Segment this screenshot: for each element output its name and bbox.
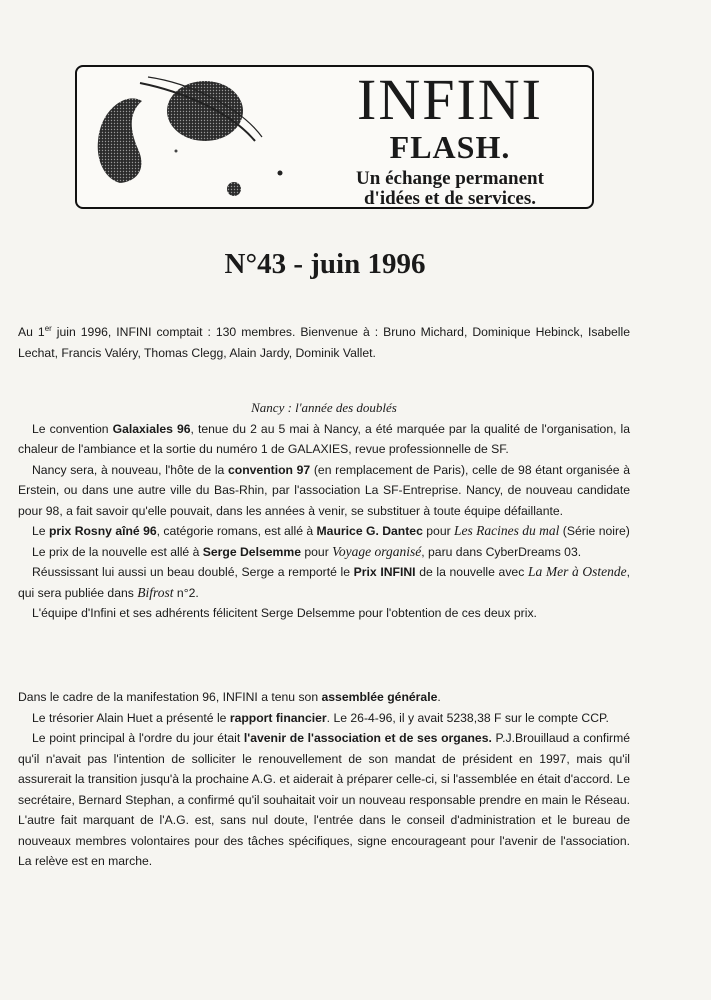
text: , tenue du 2 au 5 mai à Nancy, a été marquée par la qualité de l'organisation, la chaleur de l'ambiance et la sortie du numéro 1 de GALAXIES, revue professionnelle de SF. (18, 421, 631, 456)
text: , qui sera publiée dans (18, 565, 630, 600)
text: Le prix de la nouvelle est allé à (32, 544, 203, 559)
bold-text: rapport financier (229, 710, 327, 725)
text: Nancy sera, à nouveau, l'hôte de la (32, 462, 228, 477)
newsletter-title: INFINI (357, 67, 543, 132)
assembly-section (18, 687, 630, 872)
paragraph (18, 562, 630, 603)
text: Le trésorier Alain Huet a présenté le (32, 710, 230, 725)
paragraph: L'équipe d'Infini et ses adhérents félicitent Serge Delsemme pour l'obtention de ces deux prix. (32, 606, 537, 620)
bold-text: Prix INFINI (353, 565, 416, 579)
issue-title: N°43 - juin 1996 (224, 248, 426, 280)
paragraph (18, 542, 630, 563)
text: , paru dans CyberDreams 03. (421, 544, 582, 559)
paragraph (18, 728, 630, 872)
bold-text: assemblée générale (321, 690, 438, 704)
text: n°2. (173, 585, 199, 600)
text: Le point principal à l'ordre du jour était (32, 731, 244, 745)
bold-text: Galaxiales 96 (112, 421, 191, 436)
paragraph (18, 460, 630, 522)
text: . Le 26-4-96, il y avait 5238,38 F sur le compte CCP. (326, 710, 609, 725)
text: Dans le cadre de la manifestation 96, INFINI a tenu son (18, 690, 322, 704)
paragraph (18, 687, 630, 708)
paragraph (18, 521, 630, 542)
bold-text: Serge Delsemme (202, 544, 301, 559)
text: de la nouvelle avec (415, 565, 528, 579)
paragraph (18, 708, 630, 729)
tagline-line-1: Un échange permanent (356, 168, 544, 189)
members-paragraph (18, 322, 630, 363)
paragraph (18, 419, 630, 460)
italic-text: Bifrost (137, 584, 174, 600)
text: . (437, 690, 441, 704)
italic-text: Voyage organisé (332, 543, 422, 559)
text: pour (422, 524, 455, 538)
newsletter-subtitle: FLASH. (389, 129, 511, 165)
members-prefix: Au 1 (18, 325, 45, 339)
italic-text: La Mer à Ostende (527, 564, 627, 579)
text: , catégorie romans, est allé à (156, 524, 317, 538)
text: pour (300, 544, 333, 559)
text: (en remplacement de Paris), celle de 98 étant organisée à Erstein, ou dans une autre ville du Bas-Rhin, par l'association La SF-Entreprise. Nancy, de nouveau candidate pour 98, a fait savoir qu'elle pouvait, dans les années à venir, se substituer à toute équipe défaillante. (18, 462, 630, 518)
text: Le (32, 524, 49, 538)
members-sup: er (44, 323, 52, 333)
text: (Série noire) (559, 524, 630, 538)
italic-text: Les Racines du mal (454, 523, 560, 538)
text: Réussissant lui aussi un beau doublé, Serge a remporté le (32, 565, 354, 579)
bold-text: prix Rosny aîné 96 (48, 524, 157, 538)
text: Le convention (32, 421, 113, 436)
text: P.J.Brouillaud a confirmé qu'il n'avait pas l'intention de solliciter le renouvellement de son mandat de président en 1997, mais qu'il assurerait la transition jusqu'à la prochaine A.G. et aiderait à préparer celle-ci, si l'assemblée en était d'accord. Le secrétaire, Bernard Stephan, a confirmé qu'il souhaitait voir un nouveau responsable prendre en main le Réseau. L'autre fait marquant de l'A.G. est, sans nul doute, l'entrée dans le conseil d'administration et le bureau de nouveaux membres volontaires pour des tâches spécifiques, signe encourageant pour l'avenir de l'association. La relève est en marche. (18, 731, 631, 868)
bold-text: convention 97 (227, 462, 311, 477)
nancy-section (18, 398, 630, 624)
members-text: juin 1996, INFINI comptait : 130 membres. Bienvenue à : Bruno Michard, Dominique Hebinck, Isabelle Lechat, Francis Valéry, Thomas Clegg, Alain Jardy, Dominik Vallet. (18, 325, 630, 360)
planet-logo-icon (80, 71, 290, 207)
bold-text: l'avenir de l'association et de ses organes. (243, 731, 492, 745)
bold-text: Maurice G. Dantec (316, 524, 423, 538)
masthead (75, 65, 594, 209)
tagline-line-2: d'idées et de services. (363, 188, 536, 209)
section-heading: Nancy : l'année des doublés (251, 400, 397, 415)
